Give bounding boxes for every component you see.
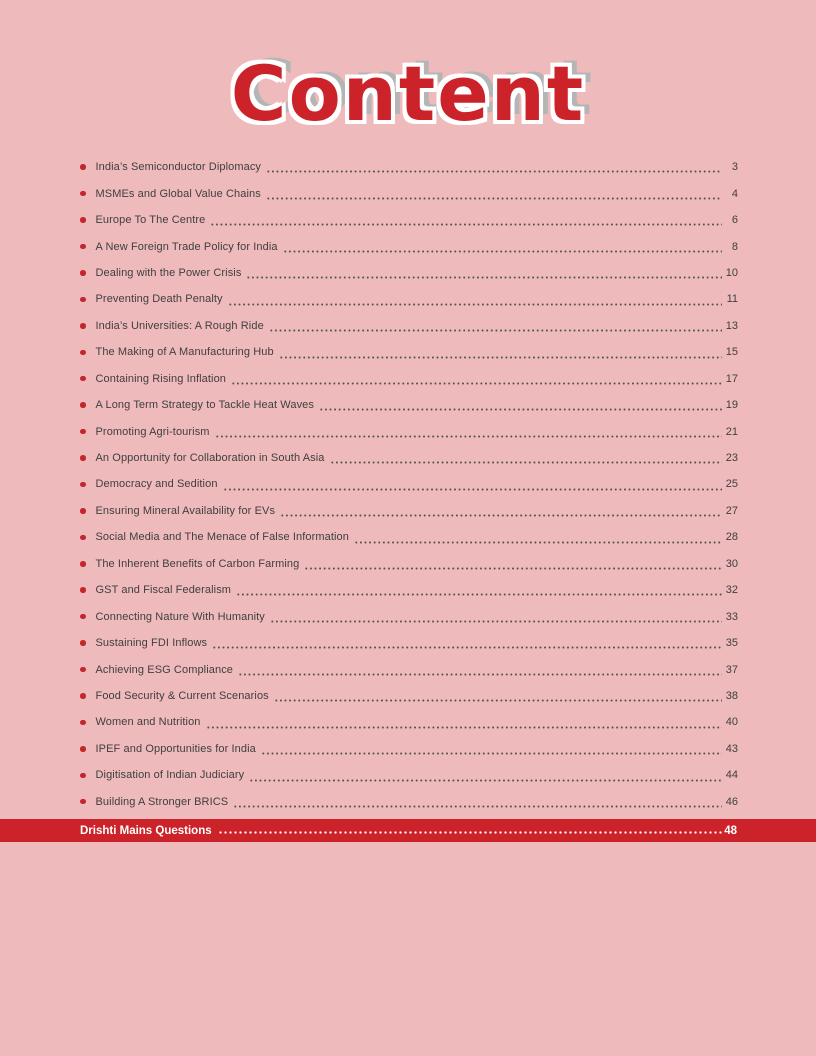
- toc-entry-page-number: 13: [725, 319, 738, 332]
- toc-entry-label: An Opportunity for Collaboration in South Asia: [95, 452, 325, 465]
- toc-entry[interactable]: [80, 630, 738, 656]
- dot-leader: [212, 630, 722, 656]
- toc-entry-page-number: 25: [725, 478, 738, 491]
- toc-entry-page-number: 33: [725, 610, 738, 623]
- toc-entry-label: IPEF and Opportunities for India: [95, 742, 256, 755]
- dot-leader: [319, 392, 722, 418]
- toc-entry[interactable]: [80, 418, 738, 444]
- dot-leader: [233, 789, 722, 815]
- bullet-icon: [80, 429, 86, 435]
- bullet-icon: [80, 350, 86, 356]
- toc-entry-label: The Inherent Benefits of Carbon Farming: [95, 557, 300, 570]
- toc-entry-page-number: 4: [731, 187, 738, 200]
- toc-entry-label: A Long Term Strategy to Tackle Heat Waves: [95, 399, 315, 412]
- dot-leader: [279, 339, 722, 365]
- toc-entry[interactable]: [80, 233, 738, 259]
- toc-entry-page-number: 11: [726, 293, 738, 306]
- toc-entry[interactable]: [80, 762, 738, 788]
- toc-entry[interactable]: [80, 207, 738, 233]
- bullet-icon: [80, 270, 86, 276]
- toc-list: [80, 154, 738, 815]
- toc-entry-label: Europe To The Centre: [95, 214, 206, 227]
- dot-leader: [280, 498, 722, 524]
- bullet-icon: [80, 667, 86, 673]
- toc-entry-label: Digitisation of Indian Judiciary: [95, 769, 245, 782]
- bullet-icon: [80, 614, 86, 620]
- toc-entry-page-number: 30: [725, 557, 738, 570]
- dot-leader: [223, 471, 722, 497]
- toc-entry-label: Preventing Death Penalty: [95, 293, 223, 306]
- toc-entry[interactable]: [80, 366, 738, 392]
- toc-entry-page-number: 32: [725, 584, 738, 597]
- dot-leader: [238, 656, 722, 682]
- toc-entry-page-number: 40: [725, 716, 738, 729]
- dot-leader: [261, 736, 722, 762]
- banner-page-number: 48: [724, 824, 737, 837]
- banner-label: Drishti Mains Questions: [80, 824, 212, 837]
- toc-entry[interactable]: [80, 656, 738, 682]
- toc-entry-label: Food Security & Current Scenarios: [95, 689, 269, 702]
- toc-entry[interactable]: [80, 339, 738, 365]
- toc-entry-page-number: 6: [731, 214, 738, 227]
- toc-entry[interactable]: [80, 524, 738, 550]
- toc-entry-page-number: 8: [731, 240, 738, 253]
- toc-entry-label: Social Media and The Menace of False Information: [95, 531, 349, 544]
- bullet-icon: [80, 746, 86, 752]
- dot-leader: [270, 603, 722, 629]
- toc-entry-label: MSMEs and Global Value Chains: [95, 187, 261, 200]
- toc-entry-label: A New Foreign Trade Policy for India: [95, 240, 278, 253]
- bullet-icon: [80, 773, 86, 779]
- bullet-icon: [80, 164, 86, 170]
- toc-entry-label: Building A Stronger BRICS: [95, 795, 229, 808]
- toc-entry-label: Connecting Nature With Humanity: [95, 610, 265, 623]
- toc-entry-label: Dealing with the Power Crisis: [95, 266, 242, 279]
- toc-entry[interactable]: [80, 577, 738, 603]
- toc-entry-page-number: 35: [725, 637, 738, 650]
- toc-entry-page-number: 15: [725, 346, 738, 359]
- toc-entry-page-number: 10: [725, 266, 738, 279]
- toc-entry-page-number: 27: [725, 504, 738, 517]
- page-title: Content: [230, 49, 586, 138]
- bullet-icon: [80, 535, 86, 541]
- toc-entry-label: GST and Fiscal Federalism: [95, 584, 232, 597]
- bullet-icon: [80, 244, 86, 250]
- toc-entry[interactable]: [80, 286, 738, 312]
- toc-entry[interactable]: [80, 471, 738, 497]
- dot-leader: [274, 683, 722, 709]
- dot-leader: [304, 551, 722, 577]
- dot-leader: [215, 418, 722, 444]
- bullet-icon: [80, 402, 86, 408]
- toc-entry-page-number: 38: [725, 689, 738, 702]
- toc-entry-label: Achieving ESG Compliance: [95, 663, 234, 676]
- dot-leader: [236, 577, 722, 603]
- bullet-icon: [80, 720, 86, 726]
- bullet-icon: [80, 455, 86, 461]
- toc-entry-page-number: 19: [725, 399, 738, 412]
- toc-entry[interactable]: [80, 260, 738, 286]
- toc-entry-label: The Making of A Manufacturing Hub: [95, 346, 274, 359]
- bullet-icon: [80, 191, 86, 197]
- dot-leader: [330, 445, 722, 471]
- toc-entry[interactable]: [80, 551, 738, 577]
- bullet-icon: [80, 297, 86, 303]
- toc-entry[interactable]: [80, 154, 738, 180]
- toc-entry[interactable]: [80, 445, 738, 471]
- toc-entry-page-number: 21: [725, 425, 738, 438]
- dot-leader: [266, 180, 722, 206]
- toc-entry[interactable]: [80, 313, 738, 339]
- toc-entry-page-number: 46: [725, 795, 738, 808]
- toc-entry[interactable]: [80, 498, 738, 524]
- toc-entry-label: Sustaining FDI Inflows: [95, 637, 208, 650]
- toc-entry-page-number: 17: [725, 372, 738, 385]
- toc-entry[interactable]: [80, 180, 738, 206]
- bullet-icon: [80, 376, 86, 382]
- toc-entry-page-number: 3: [731, 161, 738, 174]
- dot-leader: [228, 286, 722, 312]
- bullet-icon: [80, 587, 86, 593]
- mains-questions-banner[interactable]: [0, 819, 816, 842]
- toc-entry-label: Women and Nutrition: [95, 716, 201, 729]
- bullet-icon: [80, 561, 86, 567]
- toc-entry-page-number: 23: [725, 452, 738, 465]
- toc-entry-page-number: 43: [725, 742, 738, 755]
- dot-leader: [246, 260, 722, 286]
- bullet-icon: [80, 640, 86, 646]
- toc-entry-label: India’s Universities: A Rough Ride: [95, 319, 264, 332]
- toc-entry-label: India’s Semiconductor Diplomacy: [95, 161, 262, 174]
- bullet-icon: [80, 482, 86, 488]
- toc-entry-page-number: 28: [725, 531, 738, 544]
- toc-entry-label: Containing Rising Inflation: [95, 372, 226, 385]
- toc-entry-page-number: 37: [725, 663, 738, 676]
- dot-leader: [249, 762, 722, 788]
- bullet-icon: [80, 693, 86, 699]
- toc-entry[interactable]: [80, 736, 738, 762]
- dot-leader: [231, 366, 722, 392]
- toc-entry[interactable]: [80, 392, 738, 418]
- toc-entry[interactable]: [80, 789, 738, 815]
- bullet-icon: [80, 508, 86, 514]
- dot-leader: [269, 313, 722, 339]
- toc-entry-page-number: 44: [725, 769, 738, 782]
- toc-entry[interactable]: [80, 603, 738, 629]
- toc-entry[interactable]: [80, 709, 738, 735]
- toc-entry[interactable]: [80, 683, 738, 709]
- toc-entry-label: Democracy and Sedition: [95, 478, 218, 491]
- toc-entry-label: Promoting Agri-tourism: [95, 425, 210, 438]
- bullet-icon: [80, 323, 86, 329]
- bullet-icon: [80, 799, 86, 805]
- dot-leader: [218, 819, 722, 842]
- dot-leader: [206, 709, 722, 735]
- dot-leader: [283, 233, 722, 259]
- dot-leader: [266, 154, 722, 180]
- bullet-icon: [80, 217, 86, 223]
- dot-leader: [354, 524, 722, 550]
- toc-entry-label: Ensuring Mineral Availability for EVs: [95, 504, 276, 517]
- dot-leader: [210, 207, 722, 233]
